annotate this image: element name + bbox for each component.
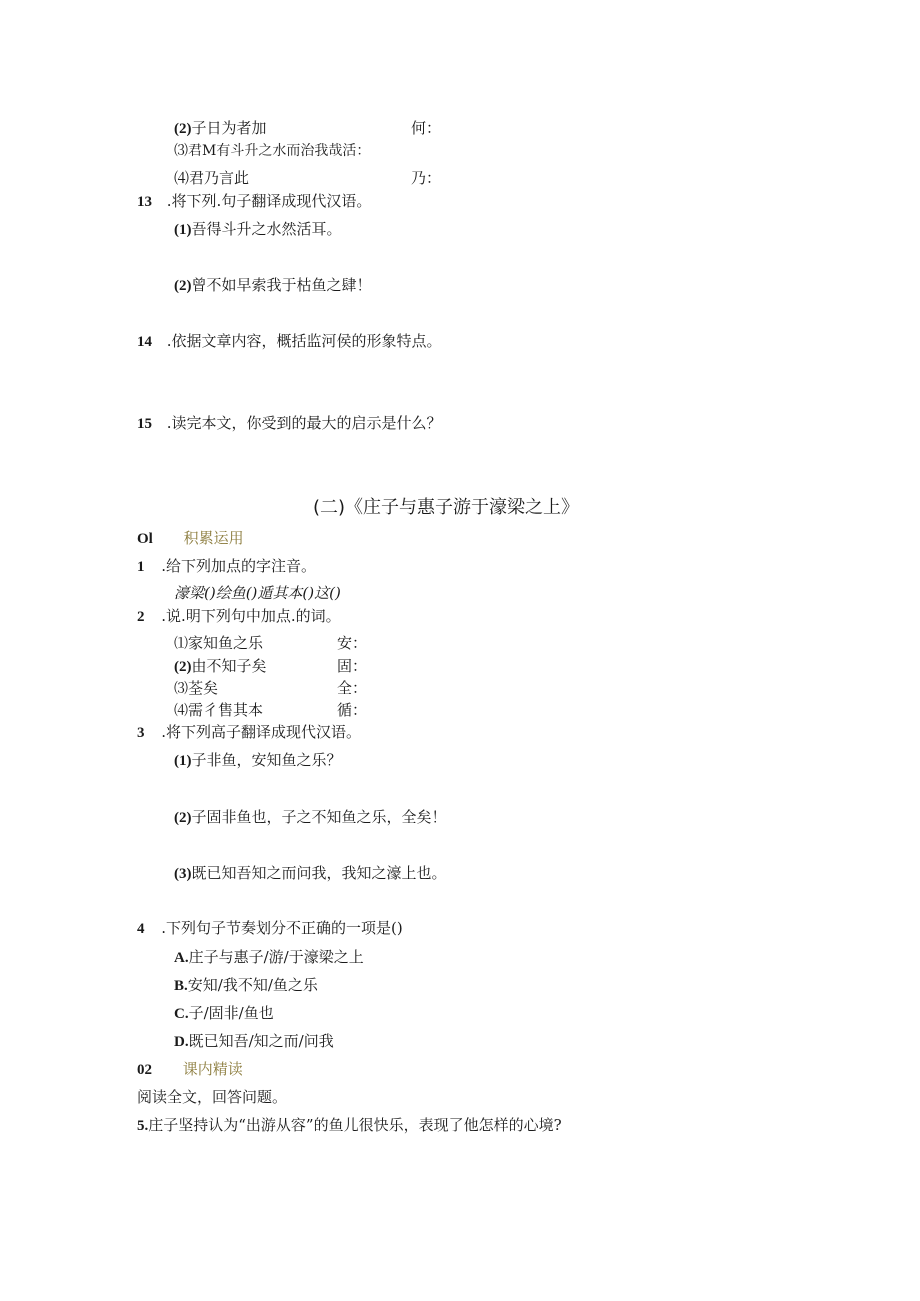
item-text: 由不知子矣 — [191, 657, 267, 675]
question-number: 4 — [137, 921, 145, 937]
question-13-2 — [174, 275, 372, 296]
question-5 — [137, 1115, 562, 1136]
question-3-1 — [174, 750, 342, 771]
section-number: 02 — [137, 1062, 152, 1078]
item-number: ⑶ — [174, 681, 188, 697]
question-text: .给下列加点的字注音。 — [161, 557, 317, 575]
question-15 — [137, 413, 442, 434]
item-number: (2) — [174, 278, 192, 294]
question-number: 2 — [137, 609, 145, 625]
q2-item-1 — [174, 633, 263, 654]
question-13-1 — [174, 219, 342, 240]
question-text: .将下列.句子翻译成现代汉语。 — [166, 192, 372, 210]
question-2 — [137, 606, 341, 627]
section-label: 课内精读 — [182, 1060, 243, 1078]
option-letter: B. — [174, 978, 188, 994]
option-letter: A. — [174, 950, 189, 966]
section-number: Ol — [137, 531, 153, 547]
q2-item-2 — [174, 656, 267, 677]
q2-item-2-answer-label: 固： — [337, 657, 368, 675]
item-number: (3) — [174, 866, 192, 882]
item-2 — [174, 118, 267, 139]
question-3-3 — [174, 863, 447, 884]
item-text: 既已知吾知之而问我，我知之濠上也。 — [191, 864, 447, 882]
question-number: 5. — [137, 1118, 149, 1134]
item-text: 子日为者加 — [191, 119, 267, 137]
item-text: 子固非鱼也，子之不知鱼之乐，全矣！ — [191, 808, 447, 826]
question-number: 15 — [137, 416, 152, 432]
item-number: (1) — [174, 222, 192, 238]
option-text: 子/固非/鱼也 — [188, 1004, 274, 1022]
question-text: 庄子坚持认为“出游从容”的鱼儿很快乐，表现了他怎样的心境? — [148, 1116, 562, 1134]
question-1-line — [174, 583, 341, 603]
item-3: ⑶君M有斗升之水而治我哉活： — [174, 143, 371, 159]
option-a — [174, 947, 364, 968]
reading-instruction: 阅读全文，回答问题。 — [137, 1088, 288, 1106]
section-header-2 — [137, 1059, 243, 1080]
option-d — [174, 1031, 334, 1052]
q2-item-3-answer-label: 全： — [337, 679, 368, 697]
option-text: 既已知吾/知之而/问我 — [188, 1032, 334, 1050]
item-number: ⑴ — [174, 636, 188, 652]
question-1 — [137, 556, 316, 577]
question-number: 13 — [137, 194, 152, 210]
item-text: 吾得斗升之水然活耳。 — [191, 220, 342, 238]
item-4: ⑷君乃言此 — [174, 169, 250, 187]
item-text: 家知鱼之乐 — [188, 634, 264, 652]
item-2-answer-label: 何： — [411, 119, 442, 137]
question-number: 1 — [137, 559, 145, 575]
q2-item-1-answer-label: 安： — [337, 634, 368, 652]
q2-item-4 — [174, 700, 263, 721]
section-header-1 — [137, 528, 244, 549]
question-text: .依据文章内容，概括监河侯的形象特点。 — [166, 332, 442, 350]
question-3-2 — [174, 807, 447, 828]
item-text: 曾不如早索我于枯鱼之肆！ — [191, 276, 372, 294]
item-4-answer-label: 乃： — [411, 169, 442, 187]
item-text: 子非鱼，安知鱼之乐？ — [191, 751, 342, 769]
option-text: 安知/我不知/鱼之乐 — [187, 976, 318, 994]
question-text: .下列句子节奏划分不正确的一项是() — [161, 919, 403, 937]
question-4 — [137, 918, 403, 939]
q2-item-3 — [174, 678, 218, 699]
option-letter: D. — [174, 1034, 189, 1050]
option-b — [174, 975, 318, 996]
option-text: 庄子与惠子/游/于濠梁之上 — [188, 948, 364, 966]
item-number: (2) — [174, 121, 192, 137]
item-number: (2) — [174, 659, 192, 675]
q2-item-4-answer-label: 循： — [337, 701, 368, 719]
question-text: .将下列高子翻译成现代汉语。 — [161, 723, 362, 741]
option-letter: C. — [174, 1006, 189, 1022]
question-number: 3 — [137, 725, 145, 741]
pinyin-blanks: 濠梁()绘鱼()遁其本()这() — [174, 584, 341, 602]
question-text: .说.明下列句中加点.的词。 — [161, 607, 341, 625]
question-3 — [137, 722, 361, 743]
question-number: 14 — [137, 334, 152, 350]
question-14 — [137, 331, 442, 352]
item-number: (2) — [174, 810, 192, 826]
item-number: (1) — [174, 753, 192, 769]
question-text: .读完本文，你受到的最大的启示是什么？ — [166, 414, 442, 432]
option-c — [174, 1003, 274, 1024]
question-13 — [137, 191, 371, 212]
item-text: 需彳售其本 — [188, 701, 264, 719]
section-title: (二)《庄子与惠子游于濠梁之上》 — [313, 497, 580, 518]
section-label: 积累运用 — [183, 529, 244, 547]
item-text: 荃矣 — [188, 679, 219, 697]
item-number: ⑷ — [174, 703, 188, 719]
